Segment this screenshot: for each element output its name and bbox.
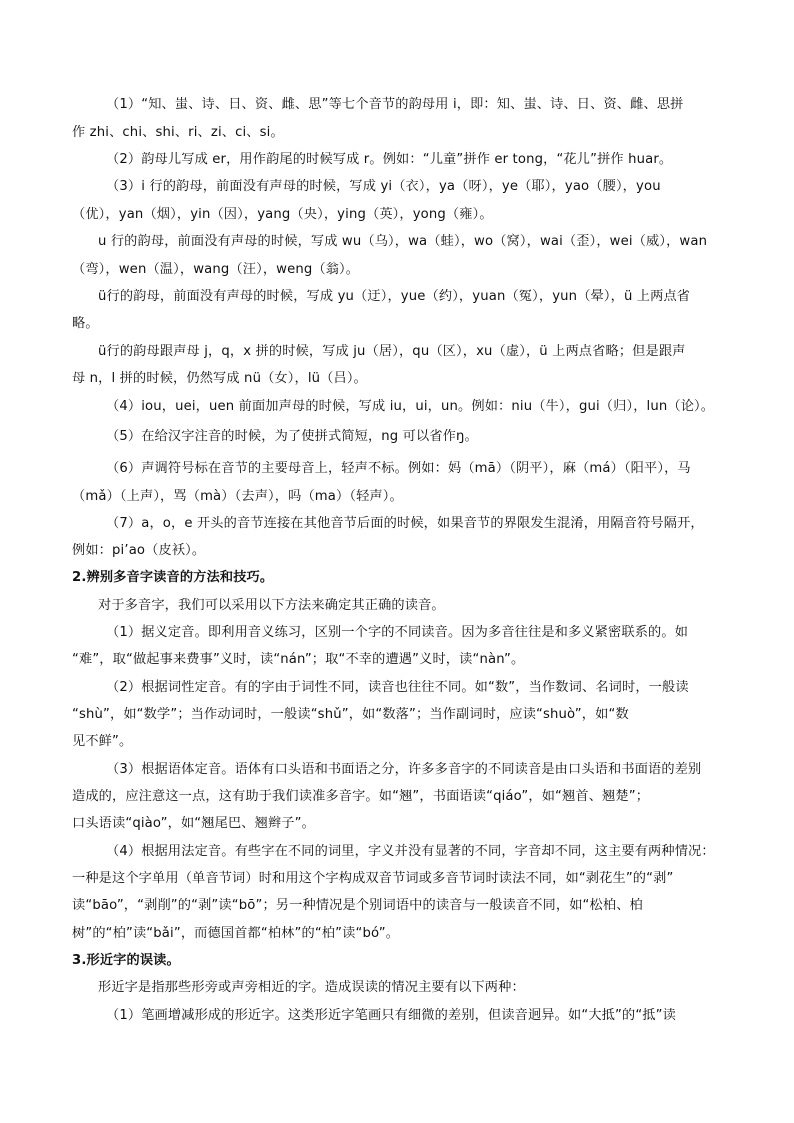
text-line: 读“bāo”，“剥削”的“剥”读“bō”；另一种情况是个别词语中的读音与一般读音不同，如“松柏、柏 [72, 898, 643, 913]
section-heading: 3.形近字的误读。 [72, 953, 180, 968]
text-line: （7）a，o，e 开头的音节连接在其他音节后面的时候，如果音节的界限发生混淆，用隔音符号隔开， [106, 516, 704, 531]
text-line: 口头语读“qiào”，如“翘尾巴、翘辫子”。 [72, 816, 315, 831]
text-line: u 行的韵母，前面没有声母的时候，写成 wu（乌），wa（蛙），wo（窝），wai（歪），wei（威），wan [98, 234, 708, 249]
text-line: （1）“知、蚩、诗、日、资、雌、思”等七个音节的韵母用 i，即：知、蚩、诗、日、资、雌、思拼 [106, 97, 684, 112]
text-line: 见不鲜”。 [72, 734, 133, 749]
text-line: （2）韵母儿写成 er，用作韵尾的时候写成 r。例如：“儿童”拼作 er tong，“花儿”拼作 huar。 [106, 152, 673, 167]
section-heading: 2.辨别多音字读音的方法和技巧。 [72, 570, 274, 585]
text-line: （优），yan（烟），yin（因），yang（央），ying（英），yong（雍）。 [72, 207, 493, 222]
text-line: （3）i 行的韵母，前面没有声母的时候，写成 yi（衣），ya（呀），ye（耶），yao（腰），you [106, 179, 661, 194]
text-line: 一种是这个字单用（单音节词）时和用这个字构成双音节词或多音节词时读法不同，如“剥花生”的“剥” [72, 871, 674, 886]
text-line: 略。 [72, 316, 99, 331]
text-line: （4）iou，uei，uen 前面加声母的时候，写成 iu，ui，un。例如：niu（牛），gui（归），lun（论）。 [106, 399, 715, 414]
text-line: 作 zhi、chi、shi、ri、zi、ci、si。 [72, 125, 284, 140]
text-line: （3）根据语体定音。语体有口头语和书面语之分，许多多音字的不同读音是由口头语和书面语的差别 [106, 762, 702, 777]
text-line: “难”，取“做起事来费事”义时，读“nán”；取“不幸的遭遇”义时，读“nàn”。 [72, 652, 525, 667]
text-line: （4）根据用法定音。有些字在不同的词里，字义并没有显著的不同，字音却不同，这主要有两种情况： [106, 844, 715, 859]
text-line: ü行的韵母跟声母 j，q，x 拼的时候，写成 ju（居），qu（区），xu（虚），ü 上两点省略；但是跟声 [98, 344, 686, 359]
text-line: （5）在给汉字注音的时候，为了使拼式简短，ng 可以省作ŋ。 [106, 429, 478, 444]
text-line: ü行的韵母，前面没有声母的时候，写成 yu（迂），yue（约），yuan（冤），yun（晕），ü 上两点省 [98, 289, 691, 304]
text-line: （1）据义定音。即利用音义练习，区别一个字的不同读音。因为多音往往是和多义紧密联系的。如 [106, 625, 689, 640]
text-line: （mǎ）（上声），骂（mà）（去声），吗（ma）（轻声）。 [72, 489, 403, 504]
text-line: （1）笔画增减形成的形近字。这类形近字笔画只有细微的差别，但读音迥异。如“大抵”的“抵”读 [106, 1008, 676, 1023]
text-line: 例如：pi’ao（皮袄）。 [72, 543, 206, 558]
text-line: 树”的“柏”读“bǎi”，而德国首都“柏林”的“柏”读“bó”。 [72, 926, 400, 941]
text-line: “shù”，如“数学”；当作动词时，一般读“shǔ”，如“数落”；当作副词时，应读“shuò”，如“数 [72, 707, 629, 722]
text-line: 造成的，应注意这一点，这有助于我们读准多音字。如“翘”，书面语读“qiáo”，如“翘首、翘楚”； [72, 789, 650, 804]
text-line: （6）声调符号标在音节的主要母音上，轻声不标。例如：妈（mā）（阴平），麻（má）（阳平），马 [106, 461, 691, 476]
text-line: 对于多音字，我们可以采用以下方法来确定其正确的读音。 [98, 598, 445, 613]
text-line: （2）根据词性定音。有的字由于词性不同，读音也往往不同。如“数”，当作数词、名词时，一般读 [106, 680, 689, 695]
text-line: （弯），wen（温），wang（汪），weng（翁）。 [72, 262, 360, 277]
text-line: 形近字是指那些形旁或声旁相近的字。造成误读的情况主要有以下两种： [98, 980, 525, 995]
text-line: 母 n，l 拼的时候，仍然写成 nü（女），lü（吕）。 [72, 371, 367, 386]
